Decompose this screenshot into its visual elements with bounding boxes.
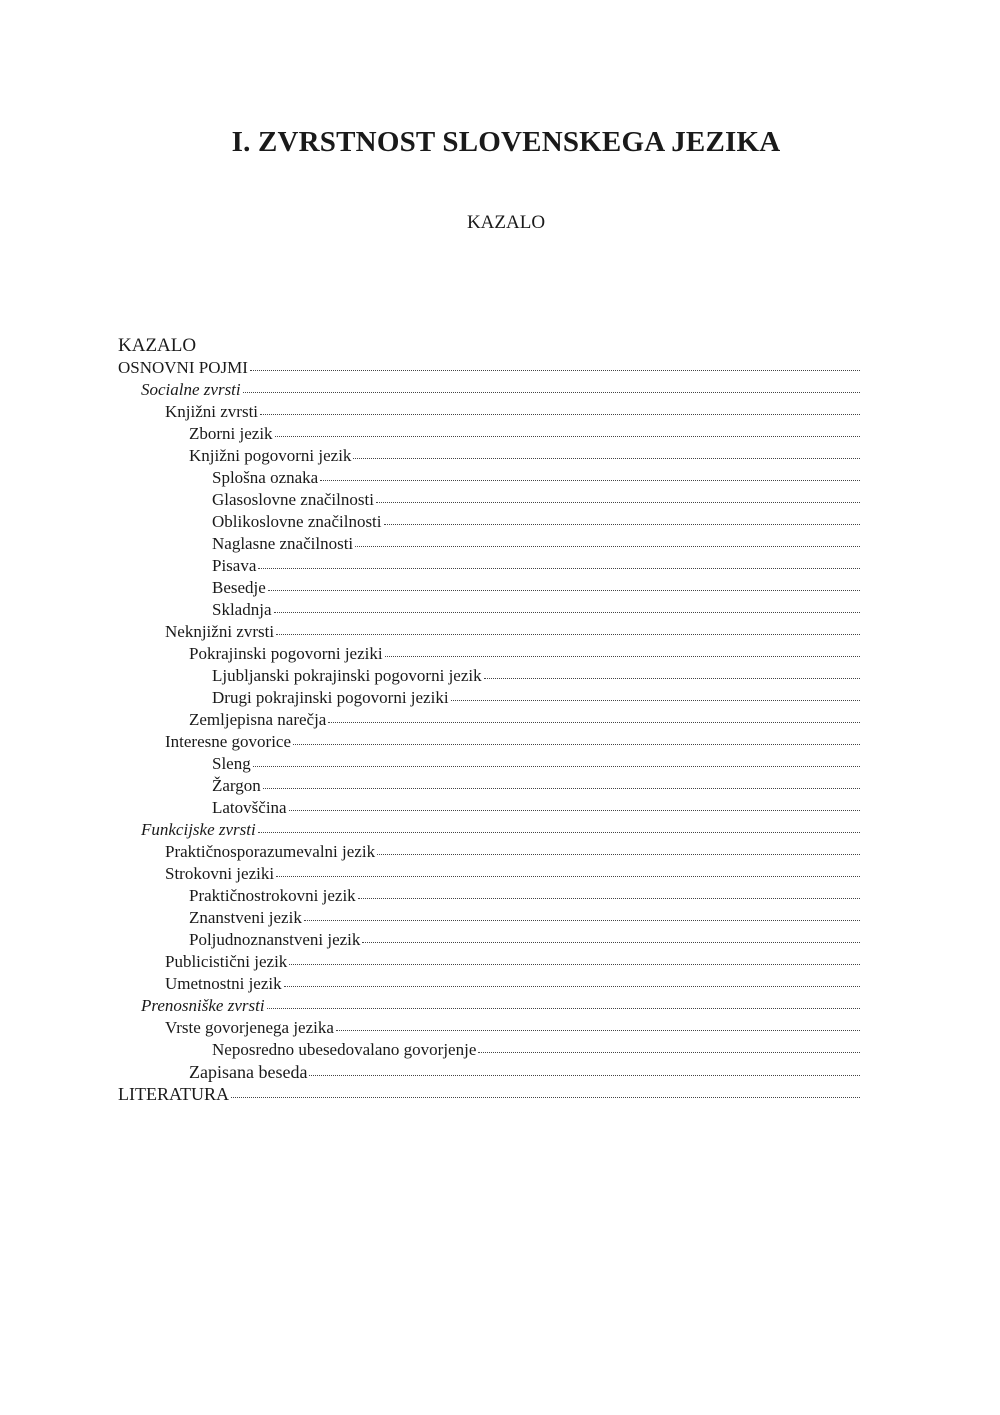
toc-entry-label: Znanstveni jezik [189,908,302,927]
toc-entry-label: Zemljepisna narečja [189,710,327,729]
toc-dot-leader [250,369,860,371]
toc-dot-leader [293,743,860,745]
toc-entry-label: Besedje [212,578,266,597]
toc-dot-leader [231,1096,860,1098]
toc-entry[interactable] [118,643,860,665]
toc-entry-label: Knjižni pogovorni jezik [189,446,352,465]
toc-dot-leader [328,721,860,723]
toc-entry[interactable] [118,1083,860,1105]
toc-dot-leader [289,809,860,811]
toc-dot-leader [275,435,860,437]
toc-entry[interactable] [118,929,860,951]
toc-dot-leader [263,787,860,789]
toc-dot-leader [276,875,860,877]
toc-entry-label: Praktičnosporazumevalni jezik [165,842,376,861]
toc-entry-label: Žargon [212,776,261,795]
toc-dot-leader [267,1007,860,1009]
toc-entry-label: Splošna oznaka [212,468,319,487]
toc-entry-label: Knjižni zvrsti [165,402,259,421]
toc-entry[interactable] [118,907,860,929]
toc-entry-label: Oblikoslovne značilnosti [212,512,382,531]
toc-entry-label: Neposredno ubesedovalano govorjenje [212,1040,477,1059]
toc-entry-label: Zborni jezik [189,424,273,443]
toc-entry[interactable] [118,445,860,467]
toc-dot-leader [304,919,860,921]
toc-dot-leader [484,677,860,679]
table-of-contents [118,357,860,1105]
toc-entry-label: LITERATURA [118,1084,229,1104]
toc-entry-label: Umetnostni jezik [165,974,282,993]
toc-entry-label: Pokrajinski pogovorni jeziki [189,644,383,663]
toc-dot-leader [320,479,860,481]
toc-dot-leader [243,391,860,393]
toc-dot-leader [284,985,860,987]
toc-entry[interactable] [118,731,860,753]
toc-entry[interactable] [118,1061,860,1083]
toc-entry[interactable] [118,423,860,445]
toc-dot-leader [309,1074,860,1076]
toc-entry-label: Poljudnoznanstveni jezik [189,930,361,949]
toc-entry-label: Praktičnostrokovni jezik [189,886,356,905]
toc-entry[interactable] [118,709,860,731]
toc-dot-leader [268,589,860,591]
toc-entry[interactable] [118,951,860,973]
toc-entry[interactable] [118,599,860,621]
toc-dot-leader [358,897,860,899]
toc-entry[interactable] [118,621,860,643]
toc-entry-label: Naglasne značilnosti [212,534,354,553]
toc-entry-label: Socialne zvrsti [141,380,241,399]
toc-dot-leader [355,545,860,547]
toc-entry[interactable] [118,841,860,863]
toc-dot-leader [376,501,860,503]
toc-entry-label: Pisava [212,556,257,575]
toc-entry[interactable] [118,1039,860,1061]
toc-entry-label: Strokovni jeziki [165,864,275,883]
toc-entry[interactable] [118,357,860,379]
toc-entry-label: Latovščina [212,798,287,817]
toc-entry[interactable] [118,533,860,555]
toc-entry[interactable] [118,401,860,423]
toc-dot-leader [274,611,861,613]
toc-entry-label: Skladnja [212,600,272,619]
toc-entry[interactable] [118,577,860,599]
toc-entry[interactable] [118,687,860,709]
toc-entry[interactable] [118,511,860,533]
toc-dot-leader [451,699,860,701]
toc-dot-leader [253,765,860,767]
toc-entry-label: OSNOVNI POJMI [118,358,248,377]
toc-entry-label: Neknjižni zvrsti [165,622,275,641]
toc-entry-label: Funkcijske zvrsti [141,820,256,839]
toc-heading: KAZALO [118,335,197,356]
toc-entry-label: Zapisana beseda [189,1062,308,1082]
toc-entry[interactable] [118,797,860,819]
toc-entry[interactable] [118,819,860,841]
toc-entry-label: Publicistični jezik [165,952,288,971]
toc-entry[interactable] [118,467,860,489]
toc-dot-leader [377,853,860,855]
toc-entry-label: Sleng [212,754,251,773]
toc-dot-leader [260,413,860,415]
toc-entry[interactable] [118,973,860,995]
toc-entry[interactable] [118,379,860,401]
toc-entry[interactable] [118,885,860,907]
document-subtitle: KAZALO [466,212,546,233]
toc-entry-label: Vrste govorjenega jezika [165,1018,334,1037]
toc-entry-label: Prenosniške zvrsti [141,996,265,1015]
toc-dot-leader [289,963,860,965]
toc-dot-leader [336,1029,860,1031]
toc-entry-label: Drugi pokrajinski pogovorni jeziki [212,688,449,707]
toc-entry[interactable] [118,995,860,1017]
toc-entry[interactable] [118,665,860,687]
toc-dot-leader [258,831,860,833]
toc-dot-leader [385,655,860,657]
toc-dot-leader [353,457,860,459]
toc-entry[interactable] [118,1017,860,1039]
toc-entry[interactable] [118,489,860,511]
toc-dot-leader [384,523,860,525]
toc-entry[interactable] [118,863,860,885]
toc-dot-leader [478,1051,860,1053]
toc-entry[interactable] [118,753,860,775]
toc-dot-leader [362,941,860,943]
toc-entry-label: Interesne govorice [165,732,292,751]
toc-entry-label: Glasoslovne značilnosti [212,490,374,509]
toc-dot-leader [258,567,860,569]
toc-entry[interactable] [118,775,860,797]
toc-dot-leader [276,633,860,635]
toc-entry-label: Ljubljanski pokrajinski pogovorni jezik [212,666,482,685]
document-title: I. ZVRSTNOST SLOVENSKEGA JEZIKA [231,126,781,158]
toc-entry[interactable] [118,555,860,577]
